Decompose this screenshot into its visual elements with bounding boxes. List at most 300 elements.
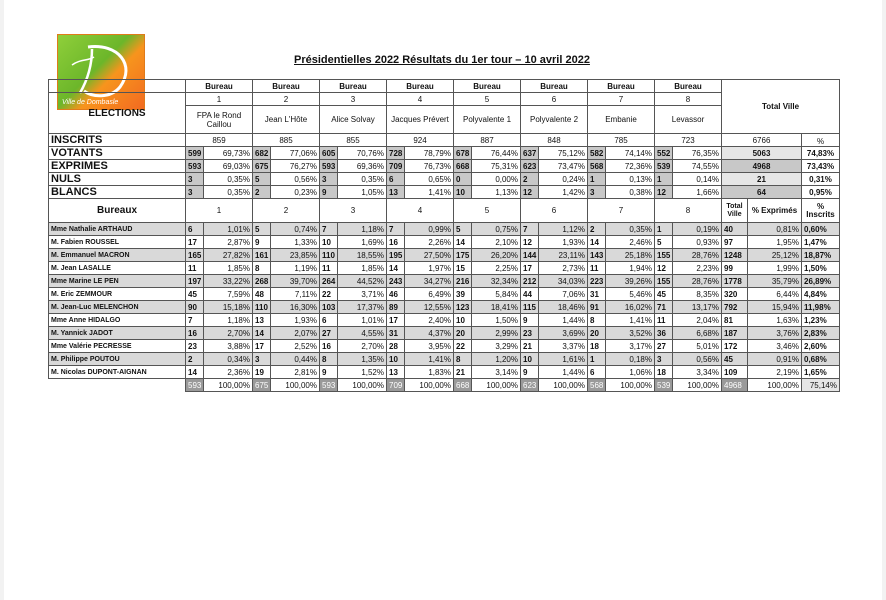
count-cell: 3 <box>655 353 673 366</box>
total-count-cell: 539 <box>655 379 673 392</box>
percent-cell: 1,05% <box>338 186 387 199</box>
count-cell: 13 <box>387 186 405 199</box>
count-cell: 21 <box>521 340 539 353</box>
count-cell: 14 <box>387 262 405 275</box>
bureau-num-4: 4 <box>387 93 454 106</box>
percent-cell: 3,37% <box>539 340 588 353</box>
percent-cell: 23,11% <box>539 249 588 262</box>
count-cell: 9 <box>253 236 271 249</box>
count-cell: 20 <box>454 327 472 340</box>
bureaux-num-7: 7 <box>588 199 655 223</box>
percent-cell: 0,23% <box>271 186 320 199</box>
percent-cell: 16,30% <box>271 301 320 314</box>
inscrits-value-6: 848 <box>521 134 588 147</box>
candidate-total: 45 <box>722 353 748 366</box>
percent-cell: 0,38% <box>606 186 655 199</box>
percent-cell: 12,55% <box>405 301 454 314</box>
percent-cell: 0,19% <box>673 223 722 236</box>
percent-cell: 0,65% <box>405 173 454 186</box>
percent-cell: 1,19% <box>271 262 320 275</box>
count-cell: 89 <box>387 301 405 314</box>
percent-cell: 2,40% <box>405 314 454 327</box>
bureau-name-7: Embanie <box>588 106 655 134</box>
candidate-total: 1778 <box>722 275 748 288</box>
count-cell: 16 <box>320 340 338 353</box>
bureau-word-6: Bureau <box>521 80 588 93</box>
count-cell: 14 <box>186 366 204 379</box>
count-cell: 123 <box>454 301 472 314</box>
count-cell: 27 <box>655 340 673 353</box>
percent-cell: 75,12% <box>539 147 588 160</box>
count-cell: 593 <box>186 160 204 173</box>
percent-cell: 76,27% <box>271 160 320 173</box>
candidate-pct-exprimes: 6,44% <box>748 288 802 301</box>
percent-cell: 25,18% <box>606 249 655 262</box>
percent-cell: 70,76% <box>338 147 387 160</box>
count-cell: 3 <box>253 353 271 366</box>
grand-total: 4968 <box>722 379 748 392</box>
percent-cell: 15,18% <box>204 301 253 314</box>
percent-cell: 2,46% <box>606 236 655 249</box>
percent-cell: 39,70% <box>271 275 320 288</box>
percent-cell: 76,73% <box>405 160 454 173</box>
count-cell: 8 <box>320 353 338 366</box>
percent-cell: 16,02% <box>606 301 655 314</box>
candidate-row <box>49 327 840 340</box>
candidate-total: 320 <box>722 288 748 301</box>
count-cell: 6 <box>588 366 606 379</box>
count-cell: 17 <box>521 262 539 275</box>
percent-cell: 1,97% <box>405 262 454 275</box>
count-cell: 568 <box>588 160 606 173</box>
candidate-pct-exprimes: 1,95% <box>748 236 802 249</box>
count-cell: 9 <box>521 314 539 327</box>
candidate-row <box>49 262 840 275</box>
count-cell: 223 <box>588 275 606 288</box>
count-cell: 197 <box>186 275 204 288</box>
count-cell: 31 <box>588 288 606 301</box>
percent-cell: 1,01% <box>338 314 387 327</box>
count-cell: 110 <box>253 301 271 314</box>
summary-pct: 0,31% <box>802 173 840 186</box>
candidate-total: 792 <box>722 301 748 314</box>
count-cell: 605 <box>320 147 338 160</box>
count-cell: 264 <box>320 275 338 288</box>
count-cell: 582 <box>588 147 606 160</box>
percent-cell: 0,35% <box>606 223 655 236</box>
percent-cell: 27,82% <box>204 249 253 262</box>
count-cell: 16 <box>387 236 405 249</box>
bureau-name-8: Levassor <box>655 106 722 134</box>
bureaux-num-6: 6 <box>521 199 588 223</box>
count-cell: 143 <box>588 249 606 262</box>
percent-cell: 34,03% <box>539 275 588 288</box>
count-cell: 15 <box>454 262 472 275</box>
percent-cell: 1,41% <box>606 314 655 327</box>
percent-cell: 1,20% <box>472 353 521 366</box>
logo-text: Ville de Dombasle <box>62 99 119 106</box>
candidate-pct-inscrits: 26,89% <box>802 275 840 288</box>
count-cell: 7 <box>387 223 405 236</box>
percent-cell: 73,47% <box>539 160 588 173</box>
candidate-name: M. Yannick JADOT <box>49 327 186 340</box>
percent-cell: 26,20% <box>472 249 521 262</box>
percent-cell: 1,50% <box>472 314 521 327</box>
count-cell: 10 <box>454 186 472 199</box>
candidate-pct-inscrits: 1,47% <box>802 236 840 249</box>
percent-cell: 5,46% <box>606 288 655 301</box>
candidate-total: 109 <box>722 366 748 379</box>
count-cell: 709 <box>387 160 405 173</box>
candidate-pct-inscrits: 4,84% <box>802 288 840 301</box>
percent-cell: 28,76% <box>673 275 722 288</box>
candidate-total: 40 <box>722 223 748 236</box>
col-pct-inscrits: % Inscrits <box>802 199 840 223</box>
bureau-num-6: 6 <box>521 93 588 106</box>
document-title: Présidentielles 2022 Résultats du 1er tour – 10 avril 2022 <box>294 54 590 66</box>
percent-cell: 1,41% <box>405 353 454 366</box>
percent-cell: 32,34% <box>472 275 521 288</box>
candidate-pct-exprimes: 1,99% <box>748 262 802 275</box>
percent-cell: 69,03% <box>204 160 253 173</box>
percent-cell: 4,37% <box>405 327 454 340</box>
inscrits-value-7: 785 <box>588 134 655 147</box>
summary-total: 21 <box>722 173 802 186</box>
percent-cell: 0,56% <box>673 353 722 366</box>
count-cell: 1 <box>655 223 673 236</box>
count-cell: 161 <box>253 249 271 262</box>
count-cell: 11 <box>655 314 673 327</box>
candidate-pct-inscrits: 1,65% <box>802 366 840 379</box>
count-cell: 90 <box>186 301 204 314</box>
count-cell: 9 <box>521 366 539 379</box>
results-table <box>48 79 840 392</box>
count-cell: 6 <box>387 173 405 186</box>
percent-cell: 4,55% <box>338 327 387 340</box>
count-cell: 6 <box>186 223 204 236</box>
percent-cell: 3,14% <box>472 366 521 379</box>
count-cell: 195 <box>387 249 405 262</box>
blank-cell <box>49 379 186 392</box>
total-percent-cell: 100,00% <box>673 379 722 392</box>
percent-cell: 3,34% <box>673 366 722 379</box>
percent-cell: 2,04% <box>673 314 722 327</box>
bureaux-num-2: 2 <box>253 199 320 223</box>
totals-row <box>49 379 840 392</box>
total-percent-cell: 100,00% <box>405 379 454 392</box>
candidate-pct-inscrits: 2,83% <box>802 327 840 340</box>
percent-cell: 2,36% <box>204 366 253 379</box>
candidate-row <box>49 314 840 327</box>
bureau-num-7: 7 <box>588 93 655 106</box>
candidate-row <box>49 223 840 236</box>
candidate-row <box>49 353 840 366</box>
count-cell: 10 <box>387 353 405 366</box>
total-percent-cell: 100,00% <box>204 379 253 392</box>
candidate-row <box>49 275 840 288</box>
count-cell: 28 <box>387 340 405 353</box>
percent-cell: 3,52% <box>606 327 655 340</box>
percent-cell: 0,44% <box>271 353 320 366</box>
count-cell: 552 <box>655 147 673 160</box>
candidate-row <box>49 301 840 314</box>
percent-cell: 3,29% <box>472 340 521 353</box>
candidate-pct-exprimes: 3,46% <box>748 340 802 353</box>
bureau-word-1: Bureau <box>186 80 253 93</box>
count-cell: 3 <box>588 186 606 199</box>
inscrits-value-4: 924 <box>387 134 454 147</box>
count-cell: 115 <box>521 301 539 314</box>
candidate-pct-inscrits: 2,60% <box>802 340 840 353</box>
bureau-word-3: Bureau <box>320 80 387 93</box>
candidate-pct-exprimes: 2,19% <box>748 366 802 379</box>
count-cell: 10 <box>320 236 338 249</box>
count-cell: 3 <box>320 173 338 186</box>
percent-cell: 7,06% <box>539 288 588 301</box>
grand-pct-exprimes: 100,00% <box>748 379 802 392</box>
percent-cell: 1,12% <box>539 223 588 236</box>
percent-cell: 1,85% <box>204 262 253 275</box>
percent-cell: 2,73% <box>539 262 588 275</box>
count-cell: 682 <box>253 147 271 160</box>
count-cell: 3 <box>186 173 204 186</box>
candidate-row <box>49 249 840 262</box>
percent-cell: 0,35% <box>204 173 253 186</box>
summary-pct: 74,83% <box>802 147 840 160</box>
count-cell: 2 <box>186 353 204 366</box>
count-cell: 14 <box>454 236 472 249</box>
count-cell: 212 <box>521 275 539 288</box>
count-cell: 7 <box>320 223 338 236</box>
candidate-row <box>49 288 840 301</box>
bureau-word-4: Bureau <box>387 80 454 93</box>
count-cell: 165 <box>186 249 204 262</box>
bureau-num-2: 2 <box>253 93 320 106</box>
percent-cell: 74,55% <box>673 160 722 173</box>
count-cell: 216 <box>454 275 472 288</box>
percent-cell: 3,69% <box>539 327 588 340</box>
percent-cell: 0,18% <box>606 353 655 366</box>
count-cell: 7 <box>186 314 204 327</box>
total-count-cell: 675 <box>253 379 271 392</box>
count-cell: 9 <box>320 186 338 199</box>
summary-label: VOTANTS <box>49 147 186 160</box>
candidate-row <box>49 366 840 379</box>
count-cell: 18 <box>588 340 606 353</box>
count-cell: 2 <box>253 186 271 199</box>
total-count-cell: 593 <box>186 379 204 392</box>
candidate-total: 1248 <box>722 249 748 262</box>
count-cell: 44 <box>521 288 539 301</box>
percent-cell: 78,79% <box>405 147 454 160</box>
col-total-ville: Total Ville <box>722 199 748 223</box>
count-cell: 27 <box>320 327 338 340</box>
count-cell: 13 <box>253 314 271 327</box>
candidate-name: M. Jean-Luc MELENCHON <box>49 301 186 314</box>
total-percent-cell: 100,00% <box>539 379 588 392</box>
candidate-total: 99 <box>722 262 748 275</box>
candidate-pct-exprimes: 15,94% <box>748 301 802 314</box>
count-cell: 48 <box>253 288 271 301</box>
percent-cell: 69,36% <box>338 160 387 173</box>
percent-cell: 69,73% <box>204 147 253 160</box>
header-row-bureau <box>49 80 840 93</box>
candidate-name: Mme Marine LE PEN <box>49 275 186 288</box>
percent-cell: 23,85% <box>271 249 320 262</box>
percent-cell: 3,17% <box>606 340 655 353</box>
bureau-num-5: 5 <box>454 93 521 106</box>
inscrits-value-8: 723 <box>655 134 722 147</box>
percent-cell: 39,26% <box>606 275 655 288</box>
percent-cell: 1,41% <box>405 186 454 199</box>
count-cell: 2 <box>588 223 606 236</box>
candidate-pct-exprimes: 35,79% <box>748 275 802 288</box>
count-cell: 2 <box>521 173 539 186</box>
percent-cell: 0,24% <box>539 173 588 186</box>
count-cell: 91 <box>588 301 606 314</box>
percent-cell: 7,59% <box>204 288 253 301</box>
percent-cell: 1,44% <box>539 314 588 327</box>
count-cell: 19 <box>253 366 271 379</box>
candidate-total: 172 <box>722 340 748 353</box>
count-cell: 5 <box>454 223 472 236</box>
percent-cell: 13,17% <box>673 301 722 314</box>
percent-cell: 3,88% <box>204 340 253 353</box>
percent-cell: 1,06% <box>606 366 655 379</box>
percent-cell: 2,25% <box>472 262 521 275</box>
count-cell: 23 <box>521 327 539 340</box>
total-count-cell: 568 <box>588 379 606 392</box>
candidate-pct-exprimes: 0,81% <box>748 223 802 236</box>
candidate-pct-inscrits: 0,60% <box>802 223 840 236</box>
count-cell: 175 <box>454 249 472 262</box>
total-count-cell: 709 <box>387 379 405 392</box>
percent-cell: 74,14% <box>606 147 655 160</box>
bureau-word-8: Bureau <box>655 80 722 93</box>
bureau-name-6: Polyvalente 2 <box>521 106 588 134</box>
count-cell: 637 <box>521 147 539 160</box>
percent-cell: 28,76% <box>673 249 722 262</box>
percent-cell: 18,55% <box>338 249 387 262</box>
percent-cell: 1,35% <box>338 353 387 366</box>
count-cell: 14 <box>588 236 606 249</box>
count-cell: 623 <box>521 160 539 173</box>
count-cell: 11 <box>186 262 204 275</box>
percent-cell: 72,36% <box>606 160 655 173</box>
summary-row-blancs <box>49 186 840 199</box>
summary-label: BLANCS <box>49 186 186 199</box>
count-cell: 5 <box>253 223 271 236</box>
count-cell: 20 <box>588 327 606 340</box>
percent-cell: 8,35% <box>673 288 722 301</box>
total-count-cell: 623 <box>521 379 539 392</box>
summary-total: 4968 <box>722 160 802 173</box>
count-cell: 14 <box>253 327 271 340</box>
percent-cell: 3,71% <box>338 288 387 301</box>
count-cell: 7 <box>521 223 539 236</box>
count-cell: 155 <box>655 249 673 262</box>
percent-cell: 27,50% <box>405 249 454 262</box>
candidate-name: Mme Nathalie ARTHAUD <box>49 223 186 236</box>
inscrits-value-1: 859 <box>186 134 253 147</box>
bureaux-num-5: 5 <box>454 199 521 223</box>
percent-cell: 0,99% <box>405 223 454 236</box>
bureaux-num-4: 4 <box>387 199 454 223</box>
candidate-row <box>49 340 840 353</box>
count-cell: 6 <box>320 314 338 327</box>
percent-cell: 2,23% <box>673 262 722 275</box>
percent-cell: 3,95% <box>405 340 454 353</box>
count-cell: 31 <box>387 327 405 340</box>
blank-cell <box>49 80 186 93</box>
candidate-name: M. Fabien ROUSSEL <box>49 236 186 249</box>
summary-row-nuls <box>49 173 840 186</box>
bureaux-header-row <box>49 199 840 223</box>
count-cell: 675 <box>253 160 271 173</box>
percent-cell: 0,93% <box>673 236 722 249</box>
count-cell: 10 <box>521 353 539 366</box>
count-cell: 8 <box>588 314 606 327</box>
percent-cell: 18,41% <box>472 301 521 314</box>
percent-cell: 1,18% <box>204 314 253 327</box>
total-percent-cell: 100,00% <box>606 379 655 392</box>
candidate-pct-inscrits: 1,50% <box>802 262 840 275</box>
total-ville-header: Total Ville <box>722 80 840 134</box>
candidate-pct-inscrits: 0,68% <box>802 353 840 366</box>
count-cell: 12 <box>655 262 673 275</box>
inscrits-value-3: 855 <box>320 134 387 147</box>
percent-cell: 1,93% <box>539 236 588 249</box>
count-cell: 728 <box>387 147 405 160</box>
header-row-num <box>49 93 840 106</box>
percent-cell: 34,27% <box>405 275 454 288</box>
percent-cell: 1,61% <box>539 353 588 366</box>
total-percent-cell: 100,00% <box>338 379 387 392</box>
bureau-word-2: Bureau <box>253 80 320 93</box>
total-percent-cell: 100,00% <box>472 379 521 392</box>
count-cell: 16 <box>186 327 204 340</box>
summary-pct: 73,43% <box>802 160 840 173</box>
count-cell: 46 <box>387 288 405 301</box>
bureau-num-3: 3 <box>320 93 387 106</box>
count-cell: 144 <box>521 249 539 262</box>
count-cell: 17 <box>387 314 405 327</box>
count-cell: 678 <box>454 147 472 160</box>
count-cell: 10 <box>454 314 472 327</box>
count-cell: 36 <box>655 327 673 340</box>
bureau-word-7: Bureau <box>588 80 655 93</box>
count-cell: 13 <box>387 366 405 379</box>
inscrits-value-5: 887 <box>454 134 521 147</box>
total-count-cell: 593 <box>320 379 338 392</box>
candidate-name: Mme Anne HIDALGO <box>49 314 186 327</box>
candidate-name: M. Eric ZEMMOUR <box>49 288 186 301</box>
candidate-name: M. Philippe POUTOU <box>49 353 186 366</box>
percent-cell: 0,00% <box>472 173 521 186</box>
count-cell: 110 <box>320 249 338 262</box>
count-cell: 1 <box>588 353 606 366</box>
inscrits-row <box>49 134 840 147</box>
percent-cell: 33,22% <box>204 275 253 288</box>
count-cell: 103 <box>320 301 338 314</box>
candidate-pct-inscrits: 11,98% <box>802 301 840 314</box>
count-cell: 12 <box>655 186 673 199</box>
bureau-num-8: 8 <box>655 93 722 106</box>
count-cell: 5 <box>253 173 271 186</box>
percent-cell: 1,18% <box>338 223 387 236</box>
bureaux-num-1: 1 <box>186 199 253 223</box>
bureau-name-5: Polyvalente 1 <box>454 106 521 134</box>
